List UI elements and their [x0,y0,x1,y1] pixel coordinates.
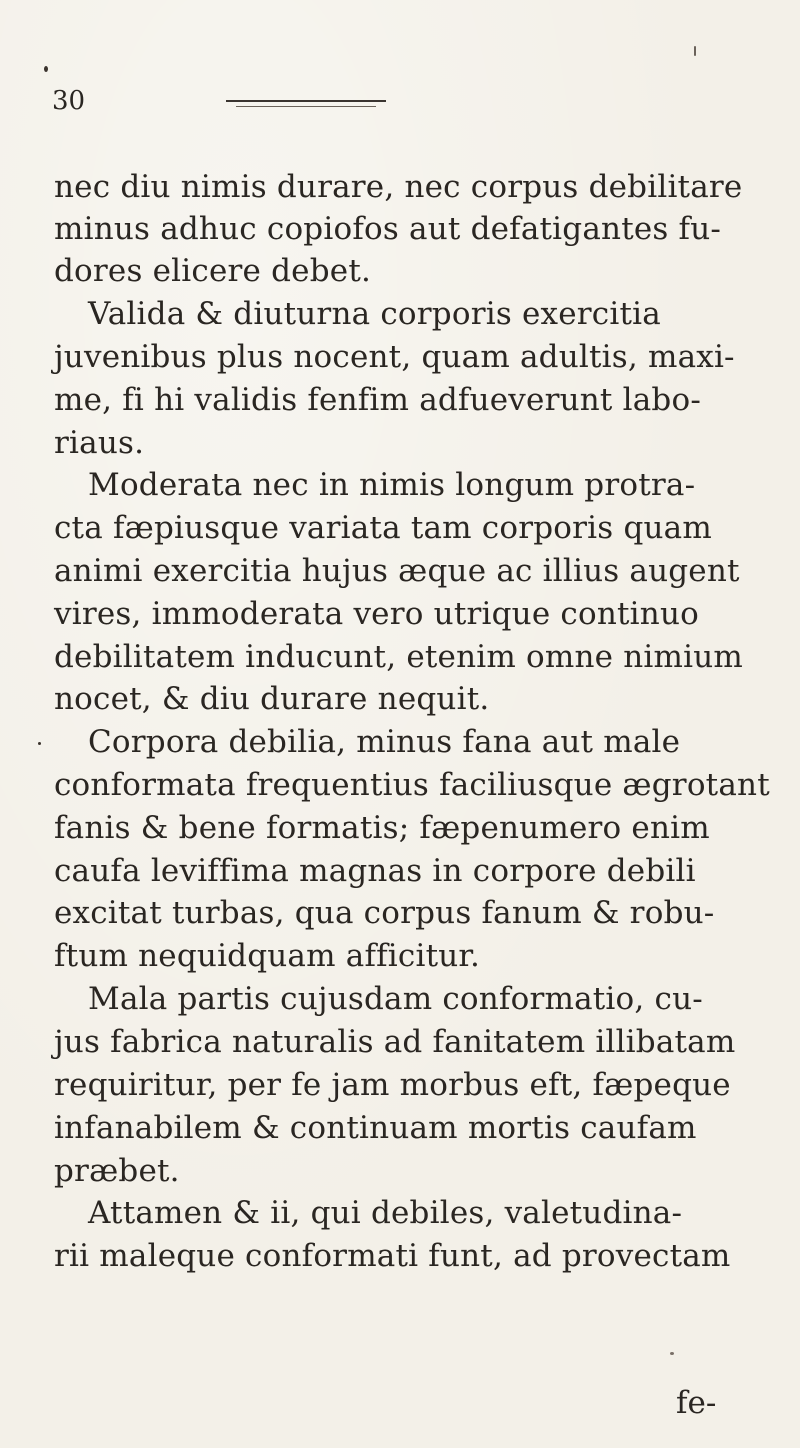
text-line: vires, immoderata vero utrique continuo [54,596,699,632]
text-line: Moderata nec in nimis longum protra- [88,467,696,503]
text-line: me, fi hi validis fenfim adfueverunt labo- [54,382,702,418]
ink-speck [44,66,48,72]
text-line: nec diu nimis durare, nec corpus debilitare [54,169,743,205]
text-line: præbet. [54,1153,180,1189]
ink-speck [670,1352,674,1355]
text-line: nocet, & diu durare nequit. [54,681,490,717]
page-number: 30 [52,86,86,116]
text-line: Valida & diuturna corporis exercitia [88,296,661,332]
ink-speck [38,742,41,745]
text-line: animi exercitia hujus æque ac illius augent [54,553,740,589]
text-line: cta fæpiusque variata tam corporis quam [54,510,712,546]
ink-speck [694,46,696,56]
text-line: excitat turbas, qua corpus fanum & robu- [54,895,715,931]
text-line: dores elicere debet. [54,253,372,289]
text-line: Corpora debilia, minus fana aut male [88,724,681,760]
text-line: jus fabrica naturalis ad fanitatem illibatam [54,1024,736,1060]
text-line: infanabilem & continuam mortis caufam [54,1110,697,1146]
text-line: caufa leviffima magnas in corpore debili [54,853,696,889]
text-line: juvenibus plus nocent, quam adultis, maxi- [54,339,735,375]
text-line: ftum nequidquam afficitur. [54,938,481,974]
catchword: fe- [676,1385,717,1421]
text-line: Mala partis cujusdam conformatio, cu- [88,981,703,1017]
text-line: riaus. [54,425,145,461]
text-line: rii maleque conformati funt, ad provectam [54,1238,731,1274]
text-line: minus adhuc copiofos aut defatigantes fu‑ [54,211,722,247]
text-line: debilitatem inducunt, etenim omne nimium [54,639,743,675]
text-line: fanis & bene formatis; fæpenumero enim [54,810,710,846]
text-line: Attamen & ii, qui debiles, valetudina- [88,1195,683,1231]
text-line: conformata frequentius faciliusque ægrotant [54,767,770,803]
text-line: requiritur, per fe jam morbus eft, fæpeque [54,1067,731,1103]
